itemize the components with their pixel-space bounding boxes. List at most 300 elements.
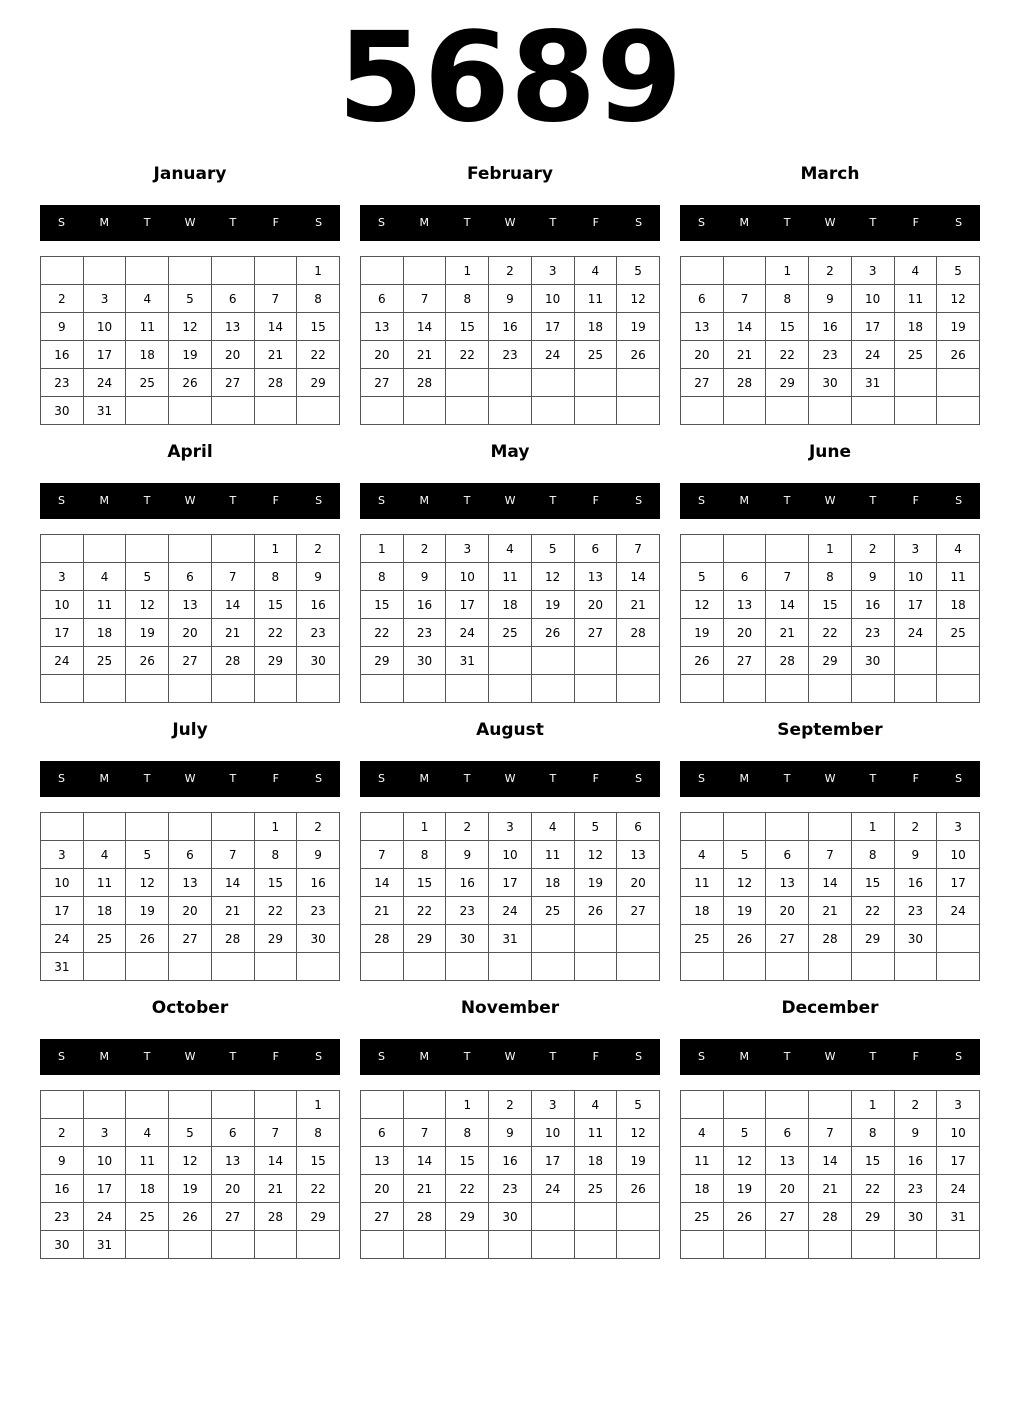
day-cell (531, 397, 574, 425)
week-row (681, 535, 980, 563)
day-cell: 12 (169, 313, 212, 341)
week-row (361, 619, 660, 647)
weekday-label: W (504, 772, 516, 785)
day-cell: 13 (361, 313, 404, 341)
weekday-label: F (592, 216, 599, 229)
day-cell: 2 (489, 257, 532, 285)
day-cell: 9 (489, 1119, 532, 1147)
day-cell (446, 953, 489, 981)
day-cell: 11 (126, 1147, 169, 1175)
day-cell: 1 (297, 1091, 340, 1119)
day-cell: 2 (297, 535, 340, 563)
day-cell: 13 (361, 1147, 404, 1175)
day-cell: 21 (617, 591, 660, 619)
day-cell: 24 (41, 647, 84, 675)
day-cell: 20 (766, 897, 809, 925)
day-cell: 10 (446, 563, 489, 591)
weekday-label: T (783, 216, 791, 229)
day-cell (723, 397, 766, 425)
day-cell: 24 (937, 897, 980, 925)
day-cell: 26 (126, 647, 169, 675)
day-cell: 9 (41, 1147, 84, 1175)
day-cell: 8 (254, 563, 297, 591)
day-cell (531, 647, 574, 675)
day-cell: 22 (446, 1175, 489, 1203)
day-cell: 13 (169, 869, 212, 897)
day-cell: 31 (83, 1231, 126, 1259)
week-row (681, 563, 980, 591)
day-cell (809, 1231, 852, 1259)
day-cell: 5 (723, 1119, 766, 1147)
week-row (681, 397, 980, 425)
day-cell: 2 (446, 813, 489, 841)
day-cell: 13 (617, 841, 660, 869)
day-cell (531, 1203, 574, 1231)
day-cell (617, 925, 660, 953)
week-row (41, 313, 340, 341)
day-cell: 27 (169, 925, 212, 953)
day-cell: 14 (254, 1147, 297, 1175)
day-cell (851, 953, 894, 981)
weekday-header (680, 205, 980, 241)
day-cell: 19 (126, 619, 169, 647)
week-row (681, 869, 980, 897)
weekday-label: M (99, 772, 110, 785)
day-grid (680, 256, 980, 425)
weekday-label: W (824, 1050, 836, 1063)
day-cell (809, 953, 852, 981)
weekday-label: S (315, 1050, 323, 1063)
day-cell: 14 (211, 869, 254, 897)
day-cell (83, 953, 126, 981)
week-row (681, 647, 980, 675)
day-cell: 15 (297, 1147, 340, 1175)
day-cell: 11 (681, 1147, 724, 1175)
day-cell: 23 (809, 341, 852, 369)
day-cell (617, 397, 660, 425)
day-cell: 29 (766, 369, 809, 397)
week-row (681, 1203, 980, 1231)
day-cell: 7 (617, 535, 660, 563)
day-cell (574, 925, 617, 953)
week-row (41, 897, 340, 925)
day-cell (681, 813, 724, 841)
day-cell (766, 953, 809, 981)
day-cell (446, 675, 489, 703)
day-cell: 6 (681, 285, 724, 313)
day-cell: 22 (809, 619, 852, 647)
weekday-label: T (229, 494, 237, 507)
day-cell: 31 (489, 925, 532, 953)
weekday-label: W (824, 216, 836, 229)
week-row (361, 591, 660, 619)
week-row (41, 1203, 340, 1231)
weekday-label: T (463, 1050, 471, 1063)
month-name: September (777, 720, 883, 740)
day-cell: 2 (894, 813, 937, 841)
weekday-label: W (184, 1050, 196, 1063)
day-cell (169, 953, 212, 981)
day-cell (766, 675, 809, 703)
day-cell: 7 (766, 563, 809, 591)
day-cell: 28 (254, 369, 297, 397)
week-row (361, 1147, 660, 1175)
day-cell: 23 (851, 619, 894, 647)
day-cell: 13 (211, 1147, 254, 1175)
day-cell: 30 (894, 925, 937, 953)
day-cell: 3 (937, 1091, 980, 1119)
day-cell (254, 257, 297, 285)
day-cell: 16 (403, 591, 446, 619)
day-cell: 3 (83, 285, 126, 313)
day-cell: 10 (937, 841, 980, 869)
day-cell: 29 (403, 925, 446, 953)
day-cell: 3 (531, 1091, 574, 1119)
day-grid (360, 256, 660, 425)
week-row (41, 285, 340, 313)
day-cell: 2 (41, 285, 84, 313)
day-cell: 22 (766, 341, 809, 369)
day-cell: 9 (809, 285, 852, 313)
day-cell: 19 (169, 1175, 212, 1203)
day-cell: 27 (617, 897, 660, 925)
week-row (41, 1147, 340, 1175)
day-cell: 4 (574, 1091, 617, 1119)
day-cell (574, 647, 617, 675)
day-cell: 15 (254, 591, 297, 619)
day-cell: 7 (403, 285, 446, 313)
day-cell (894, 953, 937, 981)
day-cell (211, 397, 254, 425)
day-cell: 1 (851, 1091, 894, 1119)
day-grid (680, 534, 980, 703)
day-cell: 9 (446, 841, 489, 869)
day-cell (937, 397, 980, 425)
day-cell: 4 (681, 1119, 724, 1147)
day-cell: 27 (169, 647, 212, 675)
weekday-label: S (955, 494, 963, 507)
day-cell: 10 (41, 591, 84, 619)
weekday-label: S (697, 772, 705, 785)
day-cell: 18 (894, 313, 937, 341)
day-cell: 4 (574, 257, 617, 285)
day-cell: 14 (211, 591, 254, 619)
week-row (41, 1175, 340, 1203)
month-name: April (167, 442, 213, 462)
week-row (361, 535, 660, 563)
day-cell: 10 (489, 841, 532, 869)
day-cell: 10 (851, 285, 894, 313)
weekday-label: T (143, 1050, 151, 1063)
week-row (361, 397, 660, 425)
week-row (41, 397, 340, 425)
day-cell (489, 1231, 532, 1259)
weekday-label: F (272, 1050, 279, 1063)
day-cell (681, 953, 724, 981)
day-grid (40, 534, 340, 703)
week-row (681, 313, 980, 341)
day-cell: 13 (681, 313, 724, 341)
day-cell: 5 (574, 813, 617, 841)
day-cell (83, 257, 126, 285)
day-cell: 5 (617, 1091, 660, 1119)
day-cell: 18 (489, 591, 532, 619)
day-cell: 28 (403, 1203, 446, 1231)
day-cell: 22 (446, 341, 489, 369)
day-cell (83, 813, 126, 841)
weekday-label: W (824, 772, 836, 785)
day-cell (531, 369, 574, 397)
day-cell: 7 (361, 841, 404, 869)
week-row (41, 563, 340, 591)
day-cell (169, 675, 212, 703)
weekday-label: S (57, 216, 65, 229)
day-cell: 17 (937, 1147, 980, 1175)
day-cell: 15 (446, 313, 489, 341)
day-cell: 11 (574, 285, 617, 313)
day-cell (574, 1231, 617, 1259)
day-cell: 10 (83, 313, 126, 341)
weekday-label: S (955, 772, 963, 785)
day-cell (211, 1091, 254, 1119)
day-cell: 9 (894, 1119, 937, 1147)
day-cell: 27 (681, 369, 724, 397)
month-name: November (460, 998, 560, 1018)
weekday-label: M (419, 1050, 430, 1063)
day-cell: 12 (723, 1147, 766, 1175)
weekday-label: M (99, 494, 110, 507)
week-row (41, 1119, 340, 1147)
day-cell: 23 (894, 897, 937, 925)
weekday-label: F (272, 772, 279, 785)
weekday-label: T (869, 216, 877, 229)
day-cell: 17 (489, 869, 532, 897)
day-cell: 21 (809, 1175, 852, 1203)
day-cell (574, 675, 617, 703)
weekday-label: T (783, 494, 791, 507)
day-cell: 16 (894, 869, 937, 897)
day-cell: 19 (531, 591, 574, 619)
day-cell: 3 (83, 1119, 126, 1147)
day-cell: 16 (809, 313, 852, 341)
day-cell: 12 (531, 563, 574, 591)
weekday-label: T (869, 772, 877, 785)
day-cell (446, 1231, 489, 1259)
day-cell (211, 257, 254, 285)
week-row (681, 1119, 980, 1147)
week-row (681, 897, 980, 925)
day-cell (169, 1231, 212, 1259)
day-cell: 29 (809, 647, 852, 675)
week-row (361, 1119, 660, 1147)
day-cell: 13 (211, 313, 254, 341)
day-cell: 27 (766, 925, 809, 953)
day-cell: 8 (297, 285, 340, 313)
day-cell: 23 (41, 369, 84, 397)
day-cell: 24 (489, 897, 532, 925)
day-cell (766, 1231, 809, 1259)
week-row (681, 813, 980, 841)
weekday-label: T (229, 1050, 237, 1063)
day-cell: 3 (851, 257, 894, 285)
day-cell (403, 675, 446, 703)
day-cell (766, 813, 809, 841)
weekday-label: S (635, 772, 643, 785)
day-cell: 12 (681, 591, 724, 619)
day-grid (40, 1090, 340, 1259)
day-cell: 14 (766, 591, 809, 619)
day-cell: 25 (574, 1175, 617, 1203)
day-cell: 26 (169, 1203, 212, 1231)
day-cell: 4 (937, 535, 980, 563)
day-cell: 5 (126, 841, 169, 869)
day-cell: 25 (126, 369, 169, 397)
week-row (361, 341, 660, 369)
day-cell: 6 (361, 1119, 404, 1147)
day-cell (297, 953, 340, 981)
weekday-label: T (143, 494, 151, 507)
day-cell (211, 813, 254, 841)
day-cell: 10 (531, 1119, 574, 1147)
day-cell: 16 (297, 869, 340, 897)
weekday-label: S (697, 1050, 705, 1063)
weekday-label: W (504, 494, 516, 507)
day-cell: 11 (937, 563, 980, 591)
day-cell: 21 (403, 1175, 446, 1203)
day-cell: 28 (211, 647, 254, 675)
day-cell: 25 (126, 1203, 169, 1231)
day-cell (809, 813, 852, 841)
day-cell: 14 (403, 313, 446, 341)
day-cell (361, 675, 404, 703)
weekday-header (680, 1039, 980, 1075)
day-cell: 21 (254, 341, 297, 369)
day-cell: 18 (574, 313, 617, 341)
weekday-label: S (635, 494, 643, 507)
day-cell: 23 (297, 619, 340, 647)
day-cell: 6 (211, 1119, 254, 1147)
day-cell: 26 (617, 1175, 660, 1203)
day-cell (297, 397, 340, 425)
week-row (361, 925, 660, 953)
day-cell: 18 (531, 869, 574, 897)
weekday-label: S (697, 216, 705, 229)
day-grid (40, 812, 340, 981)
day-cell: 4 (83, 563, 126, 591)
weekday-label: S (955, 1050, 963, 1063)
weekday-label: S (635, 216, 643, 229)
day-cell: 26 (723, 925, 766, 953)
weekday-header (360, 1039, 660, 1075)
weekday-label: F (592, 494, 599, 507)
day-cell (403, 1231, 446, 1259)
day-cell: 21 (254, 1175, 297, 1203)
day-cell: 23 (489, 1175, 532, 1203)
weekday-label: F (912, 494, 919, 507)
weekday-label: S (57, 772, 65, 785)
day-cell: 29 (297, 369, 340, 397)
day-cell: 24 (851, 341, 894, 369)
week-row (41, 841, 340, 869)
day-cell (937, 647, 980, 675)
day-cell (297, 1231, 340, 1259)
day-cell: 6 (617, 813, 660, 841)
weekday-label: W (184, 216, 196, 229)
day-cell: 30 (446, 925, 489, 953)
day-cell: 30 (851, 647, 894, 675)
week-row (361, 369, 660, 397)
day-cell (41, 535, 84, 563)
weekday-label: M (99, 216, 110, 229)
day-cell (403, 397, 446, 425)
day-cell: 1 (254, 813, 297, 841)
day-cell (681, 257, 724, 285)
day-cell (681, 535, 724, 563)
day-cell (681, 1091, 724, 1119)
week-row (681, 591, 980, 619)
day-cell (361, 813, 404, 841)
weekday-label: T (229, 772, 237, 785)
day-cell (851, 675, 894, 703)
day-cell (126, 1231, 169, 1259)
day-cell: 29 (254, 647, 297, 675)
day-cell: 17 (83, 1175, 126, 1203)
day-cell: 19 (937, 313, 980, 341)
day-grid (680, 1090, 980, 1259)
day-cell: 20 (574, 591, 617, 619)
day-cell: 21 (403, 341, 446, 369)
week-row (361, 1091, 660, 1119)
week-row (681, 619, 980, 647)
day-cell: 21 (809, 897, 852, 925)
day-cell: 13 (766, 1147, 809, 1175)
day-cell: 3 (41, 563, 84, 591)
day-cell: 20 (361, 341, 404, 369)
day-cell (297, 675, 340, 703)
day-cell: 3 (41, 841, 84, 869)
week-row (361, 897, 660, 925)
day-cell: 1 (403, 813, 446, 841)
day-cell: 20 (211, 1175, 254, 1203)
day-cell (254, 675, 297, 703)
day-cell: 11 (126, 313, 169, 341)
day-cell: 12 (574, 841, 617, 869)
day-cell: 23 (489, 341, 532, 369)
day-cell (574, 1203, 617, 1231)
day-cell: 21 (723, 341, 766, 369)
day-cell: 11 (894, 285, 937, 313)
day-cell: 5 (937, 257, 980, 285)
weekday-label: S (635, 1050, 643, 1063)
day-cell (531, 953, 574, 981)
weekday-label: T (869, 1050, 877, 1063)
weekday-label: T (463, 216, 471, 229)
day-cell: 16 (41, 341, 84, 369)
day-cell: 25 (894, 341, 937, 369)
day-cell (126, 1091, 169, 1119)
weekday-label: F (912, 772, 919, 785)
day-cell: 25 (489, 619, 532, 647)
month-name: August (476, 720, 544, 740)
day-cell: 8 (851, 841, 894, 869)
day-cell: 10 (894, 563, 937, 591)
day-cell: 27 (574, 619, 617, 647)
day-cell (681, 397, 724, 425)
week-row (41, 925, 340, 953)
day-cell (617, 675, 660, 703)
day-cell (446, 369, 489, 397)
day-cell (894, 369, 937, 397)
